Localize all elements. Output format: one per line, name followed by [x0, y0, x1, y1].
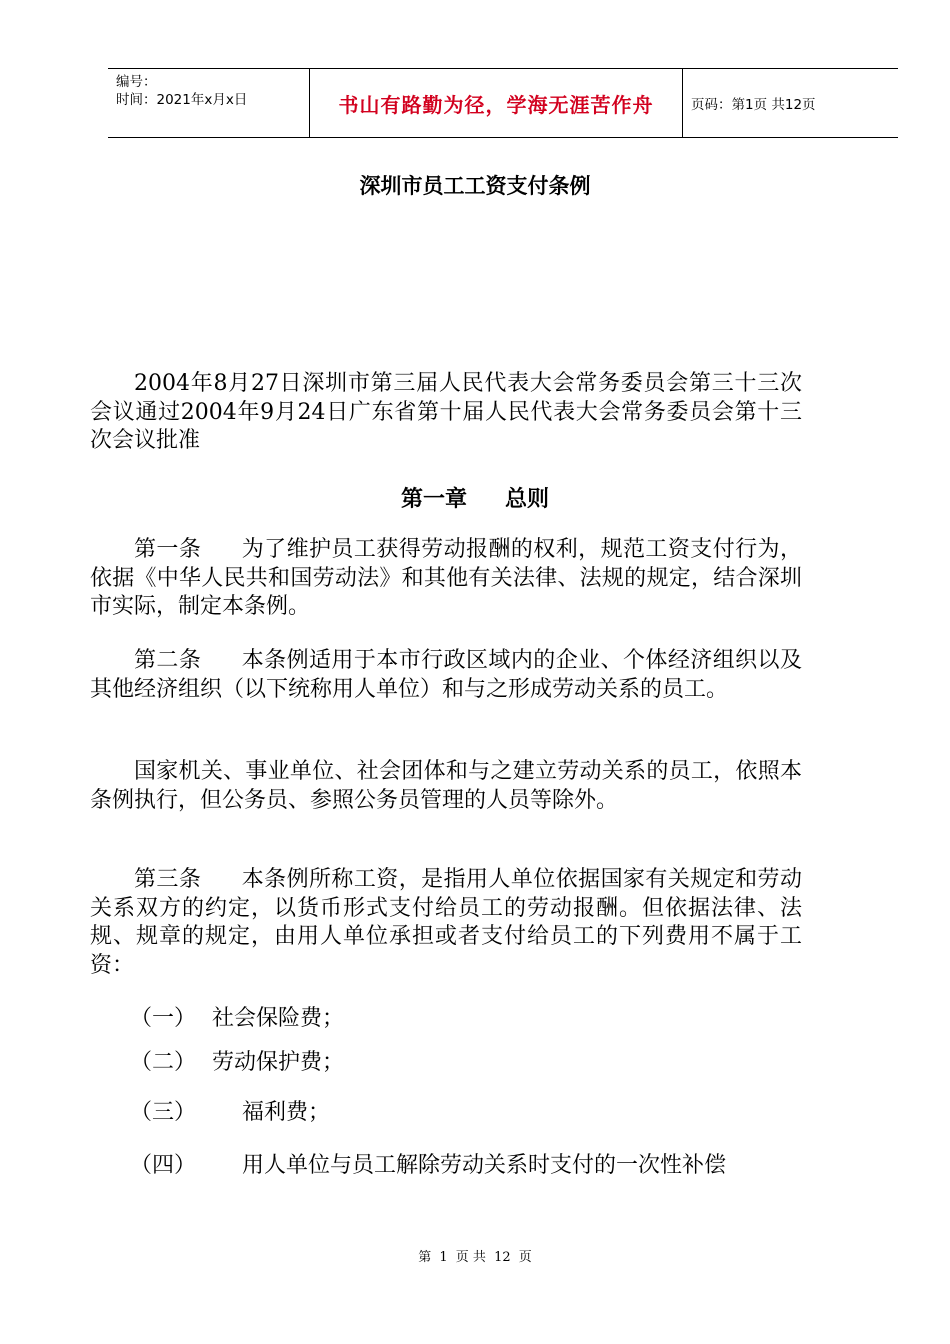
header-motto — [309, 69, 683, 137]
item-text: 劳动保护费； — [212, 1050, 345, 1075]
list-item — [130, 1005, 344, 1033]
footer-total: 12 — [494, 1250, 511, 1265]
preamble-text: 2004年8月27日深圳市第三届人民代表大会常务委员会第三十三次会议通过2004年9月24日广东省第十届人民代表大会常务委员会第十三次会议批准 — [90, 371, 802, 453]
article-label: 第一条 — [134, 537, 202, 562]
article-label: 第二条 — [134, 648, 202, 673]
page-footer — [0, 1246, 950, 1265]
article-2 — [90, 647, 802, 704]
article-text: 本条例所称工资，是指用人单位依据国家有关规定和劳动关系双方的约定，以货币形式支付给员工的劳动报酬。但依据法律、法规、规章的规定，由用人单位承担或者支付给员工的下列费用不属于工资： — [90, 867, 802, 978]
item-text: 社会保险费； — [212, 1006, 345, 1031]
article-text: 本条例适用于本市行政区域内的企业、个体经济组织以及其他经济组织（以下统称用人单位）和与之形成劳动关系的员工。 — [90, 648, 802, 702]
page-info-text: 页码：第1页 共12页 — [691, 97, 816, 113]
item-text: 福利费； — [242, 1100, 331, 1125]
motto-text: 书山有路勤为径，学海无涯苦作舟 — [338, 92, 654, 117]
article-text: 为了维护员工获得劳动报酬的权利，规范工资支付行为，依据《中华人民共和国劳动法》和其他有关法律、法规的规定，结合深圳市实际，制定本条例。 — [90, 537, 802, 619]
article-text: 国家机关、事业单位、社会团体和与之建立劳动关系的员工，依照本条例执行，但公务员、参照公务员管理的人员等除外。 — [90, 759, 802, 813]
item-number: （三） — [130, 1100, 197, 1125]
item-text: 用人单位与员工解除劳动关系时支付的一次性补偿 — [242, 1153, 727, 1178]
header-page-info — [683, 69, 898, 137]
document-header — [108, 68, 898, 138]
article-3 — [90, 866, 802, 980]
footer-prefix: 第 — [418, 1250, 432, 1265]
footer-suffix: 页 — [518, 1250, 532, 1265]
footer-middle: 页 共 — [455, 1250, 486, 1265]
article-label: 第三条 — [134, 867, 202, 892]
item-number: （一） — [130, 1006, 197, 1031]
header-meta — [108, 69, 309, 137]
list-item — [130, 1099, 330, 1127]
chapter-heading — [0, 482, 950, 513]
chapter-number: 第一章 — [400, 487, 467, 512]
code-label: 编号： — [116, 74, 157, 90]
list-item — [130, 1049, 344, 1077]
item-number: （四） — [130, 1153, 197, 1178]
chapter-name: 总则 — [505, 487, 550, 512]
list-item — [130, 1152, 726, 1180]
footer-page: 1 — [439, 1250, 448, 1265]
time-label: 时间：2021年x月x日 — [116, 92, 248, 108]
article-1 — [90, 536, 802, 622]
page-title: 深圳市员工工资支付条例 — [359, 174, 591, 198]
article-2-para-2 — [90, 758, 802, 815]
preamble — [90, 370, 802, 456]
item-number: （二） — [130, 1050, 197, 1075]
